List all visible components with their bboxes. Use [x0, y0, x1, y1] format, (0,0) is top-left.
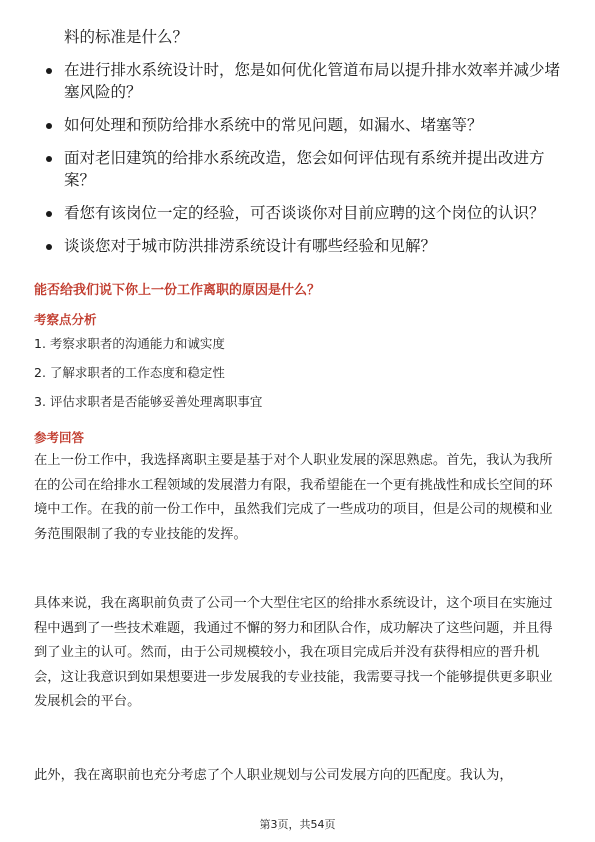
- reference-heading: 参考回答: [34, 430, 85, 445]
- bullet-dot-icon: [46, 68, 52, 74]
- analysis-item: 3. 评估求职者是否能够妥善处理离职事宜: [34, 394, 263, 409]
- bullet-dot-icon: [46, 156, 52, 162]
- answer-paragraph: 此外，我在离职前也充分考虑了个人职业规划与公司发展方向的匹配度。我认为，: [34, 768, 513, 783]
- bullet-text: 如何处理和预防给排水系统中的常见问题，如漏水、堵塞等？: [64, 116, 483, 134]
- question-bullet-list: [46, 26, 566, 268]
- bullet-text: 谈谈您对于城市防洪排涝系统设计有哪些经验和见解？: [64, 237, 437, 255]
- page-number: 第3页，共54页: [259, 818, 336, 831]
- bullet-text: 面对老旧建筑的给排水系统改造，您会如何评估现有系统并提出改进方案？: [64, 149, 545, 189]
- bullet-item: [46, 147, 566, 191]
- bullet-dot-icon: [46, 123, 52, 129]
- question-heading: 能否给我们说下你上一份工作离职的原因是什么？: [34, 283, 321, 298]
- analysis-item: 1. 考察求职者的沟通能力和诚实度: [34, 336, 225, 351]
- analysis-list: [34, 336, 262, 423]
- analysis-heading: 考察点分析: [34, 312, 97, 327]
- analysis-item: 2. 了解求职者的工作态度和稳定性: [34, 365, 225, 380]
- answer-paragraph: 具体来说，我在离职前负责了公司一个大型住宅区的给排水系统设计，这个项目在实施过程中遇到了一些技术难题，我通过不懈的努力和团队合作，成功解决了这些问题，并且得到了业主的认可。然而，由于公司规模较小，我在项目完成后并没有获得相应的晋升机会，这让我意识到如果想要进一步发展我的专业技能，我需要寻找一个能够提供更多职业发展机会的平台。: [34, 596, 553, 709]
- bullet-dot-icon: [46, 211, 52, 217]
- bullet-text: 看您有该岗位一定的经验，可否谈谈你对目前应聘的这个岗位的认识？: [64, 204, 545, 222]
- bullet-item: [46, 114, 566, 136]
- bullet-text: 在进行排水系统设计时，您是如何优化管道布局以提升排水效率并减少堵塞风险的？: [64, 61, 561, 101]
- answer-paragraph: 在上一份工作中，我选择离职主要是基于对个人职业发展的深思熟虑。首先，我认为我所在的公司在给排水工程领域的发展潜力有限，我希望能在一个更有挑战性和成长空间的环境中工作。在我的前一份工作中，虽然我们完成了一些成功的项目，但是公司的规模和业务范围限制了我的专业技能的发挥。: [34, 453, 553, 542]
- bullet-dot-icon: [46, 244, 52, 250]
- bullet-item: [46, 235, 566, 257]
- bullet-item: [46, 202, 566, 224]
- bullet-text: 料的标准是什么？: [64, 28, 189, 46]
- bullet-item: [46, 59, 566, 103]
- bullet-continuation: [46, 26, 566, 48]
